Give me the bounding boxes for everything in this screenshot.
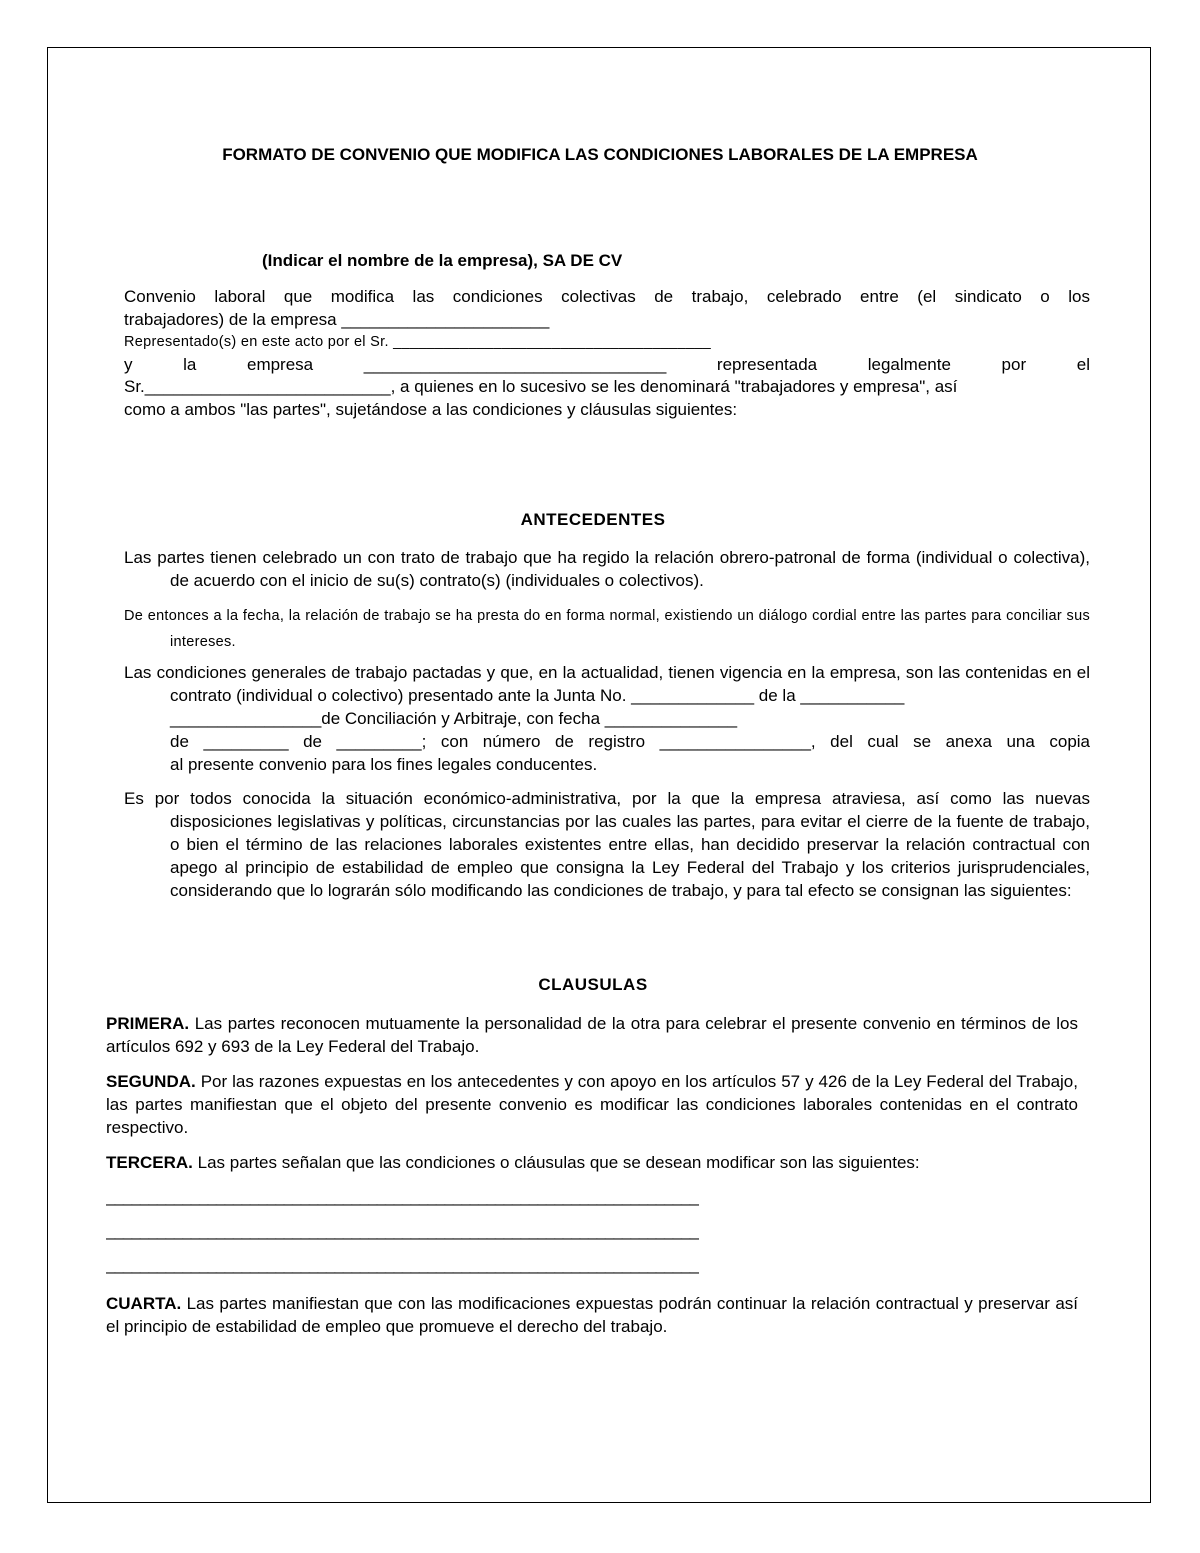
intro-line: Representado(s) en este acto por el Sr. ______________________________________ — [124, 334, 711, 350]
antecedente-line: al presente convenio para los fines legales conducentes. — [170, 755, 598, 774]
clausula-segunda — [106, 1070, 1078, 1139]
intro-word: y — [124, 354, 133, 374]
antecedente-paragraph: Las condiciones generales de trabajo pactadas y que, en la actualidad, tienen vigencia en la empresa, son las contenidas en el contrato (individual o colectivo) presentado ante la Junta No. _____________ de la ___________ — [124, 663, 1090, 705]
document-title: FORMATO DE CONVENIO QUE MODIFICA LAS CONDICIONES LABORALES DE LA EMPRESA — [222, 145, 978, 164]
intro-line — [124, 354, 1090, 377]
clausula-primera — [106, 1012, 1078, 1058]
clausula-label: TERCERA. — [106, 1153, 193, 1172]
clausulas-section — [106, 1012, 1078, 1350]
clausula-text: Las partes señalan que las condiciones o cláusulas que se desean modificar son las siguientes: — [192, 1153, 920, 1172]
intro-word: por — [1001, 354, 1027, 374]
antecedentes-heading: ANTECEDENTES — [520, 510, 666, 529]
clausula-text: Las partes manifiestan que con las modificaciones expuestas podrán continuar la relación contractual y preservar así el principio de estabilidad de empleo que promueve el derecho del trabajo. — [106, 1294, 1078, 1336]
intro-word: empresa — [246, 354, 314, 374]
intro-word: el — [1076, 354, 1090, 374]
antecedente-paragraph: Las partes tienen celebrado un con trato de trabajo que ha regido la relación obrero-patronal de forma (individual o colectiva), de acuerdo con el inicio de su(s) contrato(s) (individuales o colectivos). — [124, 548, 1090, 590]
clausula-label: SEGUNDA. — [106, 1072, 196, 1091]
company-name-line: (Indicar el nombre de la empresa), SA DE CV — [262, 251, 623, 270]
intro-line: Sr.__________________________, a quienes en lo sucesivo se les denominará "trabajadores y empresa", así — [124, 377, 958, 396]
antecedente-line: de _________ de _________; con número de registro ________________, del cual se anexa una copia — [170, 732, 1090, 751]
intro-section — [124, 286, 1090, 421]
intro-blank: ________________________________ — [363, 354, 667, 374]
clausula-label: PRIMERA. — [106, 1014, 190, 1033]
antecedente-line: ________________de Conciliación y Arbitraje, con fecha ______________ — [170, 709, 738, 728]
intro-word: la — [183, 354, 197, 374]
intro-line: Convenio laboral que modifica las condiciones colectivas de trabajo, celebrado entre (el sindicato o los — [124, 287, 1090, 306]
intro-word: representada — [716, 354, 818, 374]
antecedente-paragraph: De entonces a la fecha, la relación de trabajo se ha presta do en forma normal, existiendo un diálogo cordial entre las partes para conciliar sus intereses. — [124, 608, 1090, 650]
antecedente-paragraph: Es por todos conocida la situación económico-administrativa, por la que la empresa atraviesa, así como las nuevas disposiciones legislativas y políticas, circunstancias por las cuales las partes, para evitar el cierre de la fuente de trabajo, o bien el término de las relaciones laborales existentes entre ellas, han decidido preservar la relación contractual con apego al principio de estabilidad de empleo que consigna la Ley Federal del Trabajo y los criterios jurisprudenciales, considerando que lo lograrán sólo modificando las condiciones de trabajo, y para tal efecto se consignan las siguientes: — [124, 789, 1090, 900]
blank-fill-line: ______________________________________________________________________ — [106, 1187, 698, 1206]
blank-fill-line: ______________________________________________________________________ — [106, 1221, 698, 1240]
blank-fill-line: ______________________________________________________________________ — [106, 1255, 698, 1274]
antecedentes-section — [124, 546, 1090, 913]
clausula-tercera — [106, 1151, 1078, 1174]
clausula-cuarta — [106, 1292, 1078, 1338]
intro-line: trabajadores) de la empresa ______________________ — [124, 309, 550, 329]
intro-word: legalmente — [867, 354, 951, 374]
clausulas-heading: CLAUSULAS — [538, 975, 648, 994]
clausula-label: CUARTA. — [106, 1294, 182, 1313]
clausula-text: Las partes reconocen mutuamente la personalidad de la otra para celebrar el presente convenio en términos de los artículos 692 y 693 de la Ley Federal del Trabajo. — [106, 1014, 1078, 1056]
clausula-text: Por las razones expuestas en los antecedentes y con apoyo en los artículos 57 y 426 de la Ley Federal del Trabajo, las partes manifiestan que el objeto del presente convenio es modificar las condiciones laborales contenidas en el contrato respectivo. — [106, 1072, 1078, 1137]
intro-line: como a ambos "las partes", sujetándose a las condiciones y cláusulas siguientes: — [124, 399, 738, 419]
